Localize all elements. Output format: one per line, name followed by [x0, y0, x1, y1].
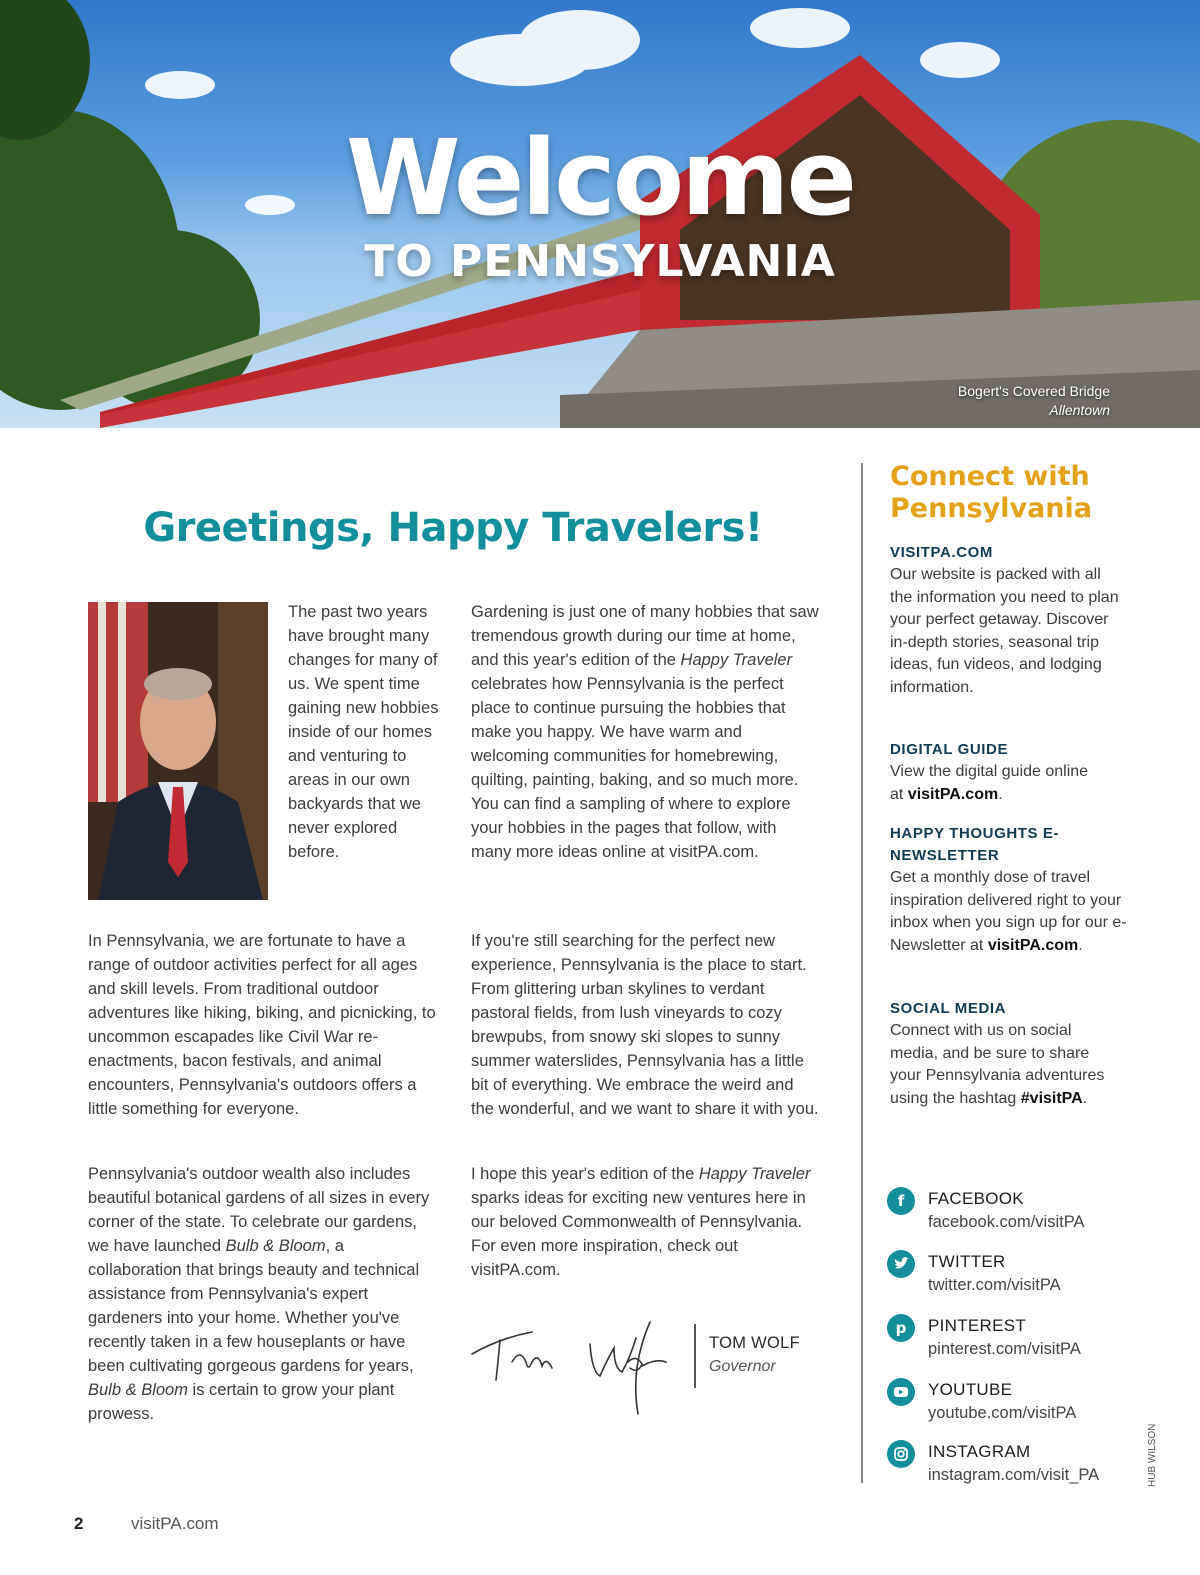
social-link-pinterest[interactable] [887, 1314, 1157, 1362]
twitter-icon [887, 1250, 915, 1278]
social-link-facebook[interactable] [887, 1187, 1157, 1235]
pinterest-icon: p [887, 1314, 915, 1342]
gardens-emphasis-2: Bulb & Bloom [88, 1381, 188, 1399]
signature-divider [694, 1324, 696, 1388]
digital-guide-heading: DIGITAL GUIDE [890, 741, 1009, 758]
social-link-twitter[interactable] [887, 1250, 1157, 1298]
outdoor-paragraph: In Pennsylvania, we are fortunate to have a range of outdoor activities perfect for all ages and skill levels. From traditional outdoor adventures like hiking, biking, and picnicking, to uncommon escapades like Civil War re-enactments, bacon festivals, and animal encounters, Pennsylvania's outdoors offers a little something for everyone. [88, 932, 436, 1118]
footer-site[interactable]: visitPA.com [131, 1514, 219, 1533]
hobbies-text-2: celebrates how Pennsylvania is the perfect place to continue pursuing the hobbies that make you happy. We have warm and welcoming communities for homebrewing, quilting, painting, baking, and so much more. You can find a sampling of where to explore your hobbies in the pages that follow, with many more ideas online at visitPA.com. [471, 675, 799, 861]
signer-name: TOM WOLF [709, 1334, 801, 1352]
caption-place: Allentown [1049, 402, 1110, 418]
hobbies-text-1: Gardening is just one of many hobbies that saw tremendous growth during our time at home, and this year's edition of the [471, 603, 819, 669]
photo-caption [958, 382, 1110, 420]
digital-guide-text: View the digital guide online at [890, 763, 1089, 803]
hobbies-paragraph [471, 600, 819, 864]
caption-name: Bogert's Covered Bridge [957, 383, 1110, 399]
hero-title: Welcome [345, 117, 855, 239]
digital-guide-period: . [998, 785, 1003, 803]
intro-paragraph: The past two years have brought many changes for many of us. We spent time gaining new hobbies inside of our homes and venturing to areas in our own backyards that we never explored before. [288, 603, 439, 861]
digital-guide-link[interactable]: visitPA.com [907, 785, 999, 803]
hobbies-emphasis: Happy Traveler [680, 651, 793, 669]
digital-guide-description [890, 761, 1090, 806]
search-paragraph: If you're still searching for the perfect new experience, Pennsylvania is the place to start. From glittering urban skylines to verdant pastoral fields, from lush vineyards to cozy brewpubs, from snowy ski slopes to sunny summer waterslides, Pennsylvania has a little bit of everything. We embrace the weird and the wonderful, and we want to share it with you. [471, 932, 819, 1118]
sidebar-heading: Connect with Pennsylvania [890, 461, 1092, 524]
social-name: YOUTUBE [928, 1380, 1013, 1399]
newsletter-text: Get a monthly dose of travel inspiration delivered right to your inbox when you sign up for our e-Newsletter at [890, 869, 1127, 954]
social-url[interactable]: facebook.com/visitPA [928, 1213, 1085, 1231]
photo-credit: HUB WILSON [1147, 1423, 1158, 1487]
hope-text-2: sparks ideas for exciting new ventures here in our beloved Commonwealth of Pennsylvania. For even more inspiration, check out visitPA.com. [471, 1189, 806, 1279]
social-period: . [1082, 1089, 1088, 1107]
social-name: INSTAGRAM [928, 1442, 1031, 1461]
social-name: PINTEREST [928, 1316, 1027, 1335]
social-media-heading: SOCIAL MEDIA [890, 1000, 1007, 1017]
newsletter-link[interactable]: visitPA.com [987, 936, 1079, 954]
social-link-youtube[interactable] [887, 1378, 1157, 1426]
website-heading: VISITPA.COM [890, 544, 993, 561]
sidebar-divider [861, 463, 863, 1483]
social-media-description [890, 1020, 1110, 1110]
handwritten-signature [470, 1318, 680, 1418]
gardens-emphasis-1: Bulb & Bloom [225, 1237, 326, 1255]
gardens-paragraph [88, 1162, 440, 1426]
gardens-text-3: is certain to grow your plant prowess. [88, 1381, 395, 1423]
social-media-text: Connect with us on social media, and be sure to share your Pennsylvania adventures using the hashtag [890, 1022, 1105, 1107]
newsletter-description [890, 867, 1130, 957]
website-description: Our website is packed with all the information you need to plan your perfect getaway. Discover in-depth stories, seasonal trip ideas, fun videos, and lodging information. [890, 566, 1119, 696]
signer-title: Governor [709, 1358, 776, 1375]
social-name: FACEBOOK [928, 1189, 1024, 1208]
hope-text-1: I hope this year's edition of the [471, 1165, 699, 1183]
social-link-instagram[interactable] [887, 1440, 1157, 1488]
hero-banner [0, 0, 1200, 428]
social-url[interactable]: instagram.com/visit_PA [928, 1466, 1100, 1484]
hope-emphasis: Happy Traveler [698, 1165, 811, 1183]
youtube-icon [887, 1378, 915, 1406]
facebook-icon: f [887, 1187, 915, 1215]
instagram-icon [887, 1440, 915, 1468]
greeting-heading: Greetings, Happy Travelers! [143, 505, 763, 551]
hero-subtitle: TO PENNSYLVANIA [364, 236, 836, 287]
social-url[interactable]: pinterest.com/visitPA [928, 1340, 1081, 1358]
page-number: 2 [74, 1514, 84, 1533]
governor-portrait [88, 602, 268, 900]
newsletter-heading: HAPPY THOUGHTS E-NEWSLETTER [890, 825, 1060, 864]
social-hashtag: #visitPA [1020, 1089, 1083, 1107]
newsletter-period: . [1078, 936, 1083, 954]
social-url[interactable]: youtube.com/visitPA [928, 1404, 1077, 1422]
gardens-text-1: Pennsylvania's outdoor wealth also includes beautiful botanical gardens of all sizes in every corner of the state. To celebrate our gardens, we have launched [88, 1165, 430, 1255]
gardens-text-2: , a collaboration that brings beauty and technical assistance from Pennsylvania's expert gardeners into your home. Whether you've recently taken in a few houseplants or have been cultivating gorgeous gardens for years, [88, 1237, 420, 1375]
social-name: TWITTER [928, 1252, 1006, 1271]
social-url[interactable]: twitter.com/visitPA [928, 1276, 1061, 1294]
hope-paragraph [471, 1162, 819, 1282]
